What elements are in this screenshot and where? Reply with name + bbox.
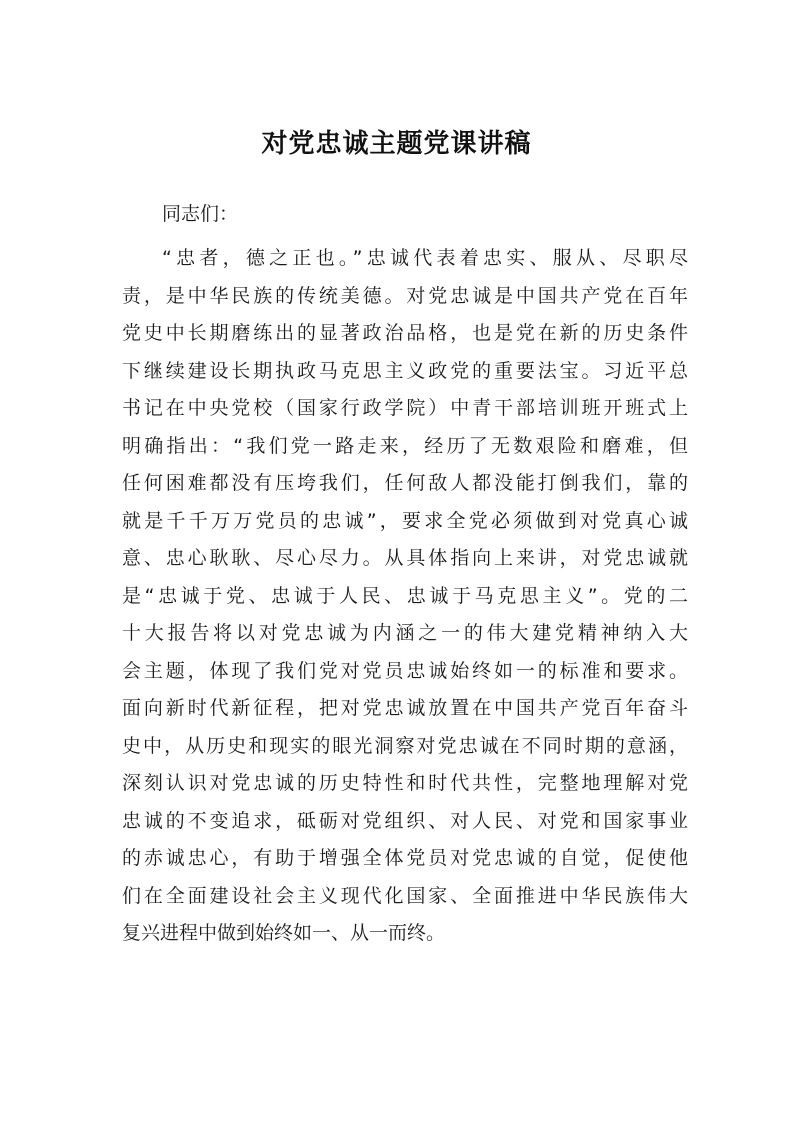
paragraph-line: 明确指出：“我们党一路走来，经历了无数艰险和磨难，但	[122, 434, 688, 457]
paragraph-line: 就是千千万万党员的忠诚”，要求全党必须做到对党真心诚	[122, 509, 688, 532]
paragraph-line: 是“忠诚于党、忠诚于人民、忠诚于马克思主义”。党的二	[122, 584, 688, 607]
paragraph-line: 下继续建设长期执政马克思主义政党的重要法宝。习近平总	[122, 359, 688, 382]
paragraph-line: 意、忠心耿耿、尽心尽力。从具体指向上来讲，对党忠诚就	[122, 547, 688, 569]
paragraph-line: 任何困难都没有压垮我们，任何敌人都没能打倒我们，靠的	[122, 472, 688, 494]
paragraph-line: “忠者，德之正也。”忠诚代表着忠实、服从、尽职尽	[162, 247, 688, 269]
paragraph-line: 会主题，体现了我们党对党员忠诚始终如一的标准和要求。	[122, 659, 688, 682]
paragraph-line: 面向新时代新征程，把对党忠诚放置在中国共产党百年奋斗	[122, 697, 688, 719]
paragraph-line: 复兴进程中做到始终如一、从一而终。	[122, 922, 446, 944]
paragraph-line: 忠诚的不变追求，砥砺对党组织、对人民、对党和国家事业	[122, 809, 688, 832]
paragraph-line: 的赤诚忠心，有助于增强全体党员对党忠诚的自觉，促使他	[122, 847, 688, 869]
body-paragraph	[122, 240, 688, 953]
paragraph-line: 书记在中央党校（国家行政学院）中青干部培训班开班式上	[122, 397, 688, 419]
paragraph-line: 们在全面建设社会主义现代化国家、全面推进中华民族伟大	[122, 884, 688, 907]
paragraph-line: 党史中长期磨练出的显著政治品格，也是党在新的历史条件	[122, 322, 688, 344]
salutation: 同志们：	[162, 203, 239, 225]
paragraph-line: 深刻认识对党忠诚的历史特性和时代共性，完整地理解对党	[122, 772, 688, 794]
paragraph-line: 史中，从历史和现实的眼光洞察对党忠诚在不同时期的意涵，	[122, 734, 688, 757]
paragraph-line: 十大报告将以对党忠诚为内涵之一的伟大建党精神纳入大	[122, 622, 688, 644]
paragraph-line: 责，是中华民族的传统美德。对党忠诚是中国共产党在百年	[122, 284, 688, 307]
document-title: 对党忠诚主题党课讲稿	[261, 129, 532, 159]
